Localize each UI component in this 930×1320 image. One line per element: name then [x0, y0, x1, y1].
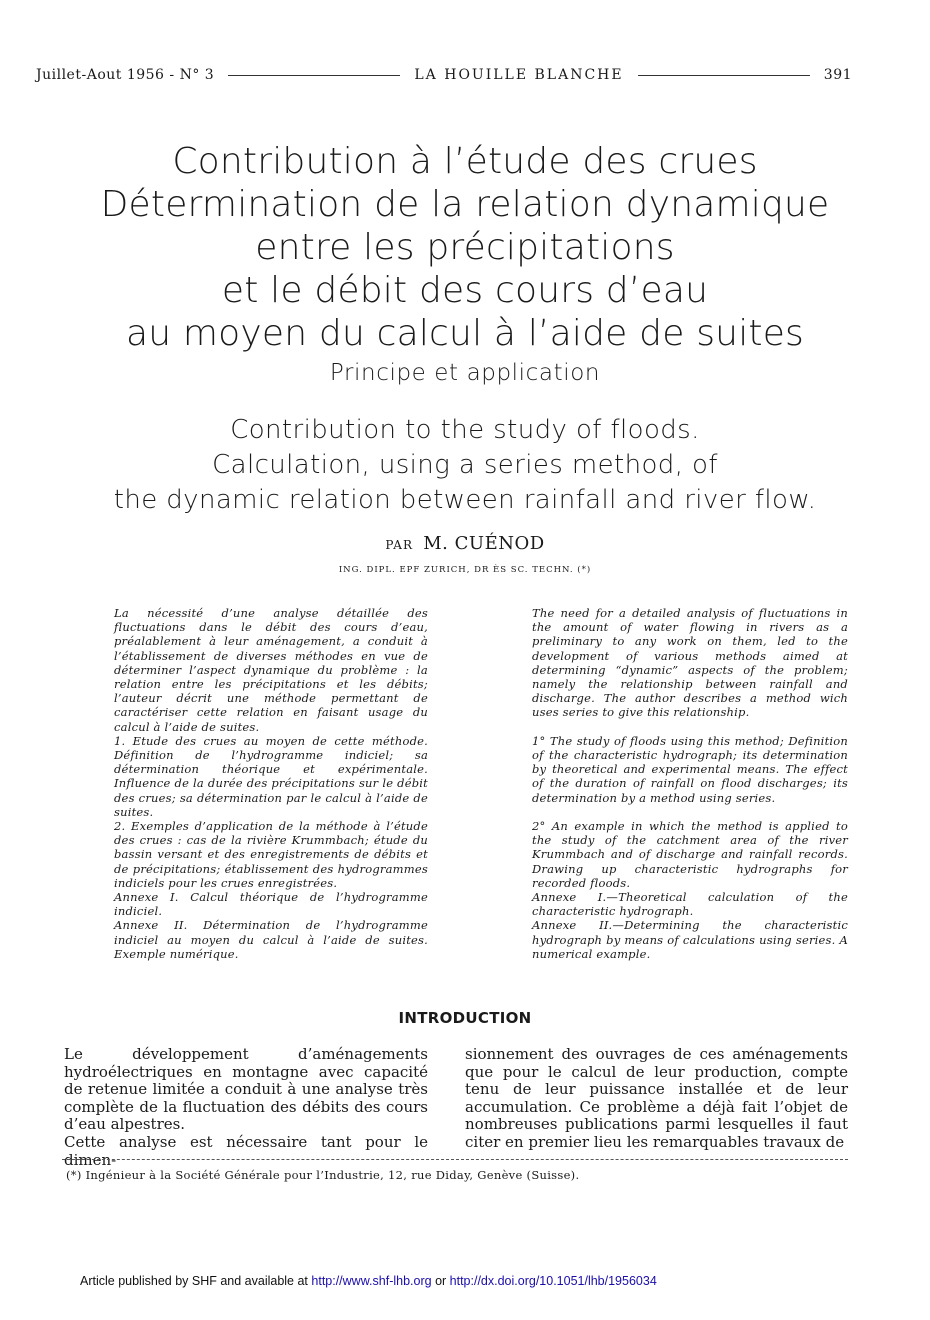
doi-link[interactable]: http://dx.doi.org/10.1051/lhb/1956034 [449, 1274, 657, 1288]
byline-prefix: PAR [385, 538, 414, 552]
credit-middle: or [431, 1274, 450, 1288]
publisher-credit [80, 1274, 657, 1288]
shf-link[interactable]: http://www.shf-lhb.org [311, 1274, 432, 1288]
abstract-french: La nécessité d’une analyse détaillée des fluctuations dans le débit des cours d’eau, préalablement à leur aménagement, a conduit à l’établissement de diverses méthodes en vue de déterminer l’aspect dynamique du problème : la relation entre les précipitations et les débits; l’auteur décrit une méthode permettant de caractériser cette relation en faisant usage du calcul à l’aide de suites. 1. Etude des crues au moyen de cette méthode. Définition de l’hydrogramme indiciel; sa détermination théorique et expérimentale. Influence de la durée des précipitations sur le débit des crues; sa détermination par le calcul à l’aide de suites. 2. Exemples d’application de la méthode à l’étude des crues : cas de la rivière Krummbach; étude du bassin versant et des enregistrements de débits et de précipitations; établissement des hydrogrammes indiciels pour les crues enregistrées. Annexe I. Calcul théorique de l’hydrogramme indiciel. Annexe II. Détermination de l’hydrogramme indiciel au moyen du calcul à l’aide de suites. Exemple numérique. [114, 606, 428, 961]
title-en-line-1: Contribution to the study of floods. [230, 415, 700, 445]
title-en-line-2: Calculation, using a series method, of [212, 450, 718, 480]
header-rule-left [228, 75, 400, 76]
footnote: (*) Ingénieur à la Société Générale pour l’Industrie, 12, rue Diday, Genève (Suisse). [66, 1168, 580, 1182]
title-fr-line-3: entre les précipitations [255, 227, 675, 268]
title-fr-line-5: au moyen du calcul à l’aide de suites [125, 313, 805, 354]
journal-name: LA HOUILLE BLANCHE [414, 67, 624, 83]
introduction-right-column: sionnement des ouvrages de ces aménagements que pour le calcul de leur production, compte tenu de leur puissance installée et de leur accumulation. Ce problème a déjà fait l’objet de nombreuses publications parmi lesquelles il faut citer en premier lieu les remarquables travaux de [465, 1045, 848, 1151]
running-header [36, 63, 852, 87]
author-affiliation: ING. DIPL. EPF ZURICH, DR ÈS SC. TECHN. (*) [338, 565, 592, 575]
title-fr-line-1: Contribution à l’étude des crues [172, 141, 758, 182]
author-name: M. CUÉNOD [423, 533, 545, 554]
page-number: 391 [823, 67, 853, 83]
credit-prefix: Article published by SHF and available at [80, 1274, 312, 1288]
footnote-rule [62, 1159, 848, 1160]
title-fr-line-4: et le débit des cours d’eau [221, 270, 709, 311]
title-fr-line-2: Détermination de la relation dynamique [100, 184, 830, 225]
author-byline [0, 533, 930, 554]
header-rule-right [638, 75, 810, 76]
article-title [0, 140, 930, 518]
issue-info: Juillet-Aout 1956 - N° 3 [36, 67, 215, 83]
title-fr-subtitle: Principe et application [329, 360, 601, 386]
introduction-left-column: Le développement d’aménagements hydroélectriques en montagne avec capacité de retenue limitée a conduit à une analyse très complète de la fluctuation des débits des cours d’eau alpestres. Cette analyse est nécessaire tant pour le dimen- [64, 1045, 428, 1169]
introduction-heading: INTRODUCTION [398, 1009, 532, 1027]
abstract-english: The need for a detailed analysis of fluctuations in the amount of water flowing in rivers as a preliminary to any work on them, led to the development of various methods aimed at determining “dynamic” aspects of the problem; namely the relationship between rainfall and discharge. The author describes a method wich uses series to give this relationship. 1° The study of floods using this method; Definition of the characteristic hydrograph; its determination by theoretical and experimental means. The effect of the duration of rainfall on flood discharges; its determination by a method using series. 2° An example in which the method is applied to the study of the catchment area of the river Krummbach and of discharge and rainfall records. Drawing up characteristic hydrographs for recorded floods. Annexe I.—Theoretical calculation of the characteristic hydrograph. Annexe II.—Determining the characteristic hydrograph by means of calculations using series. A numerical example. [532, 606, 848, 961]
title-en-line-3: the dynamic relation between rainfall and river flow. [113, 485, 817, 515]
title-english [0, 413, 930, 518]
